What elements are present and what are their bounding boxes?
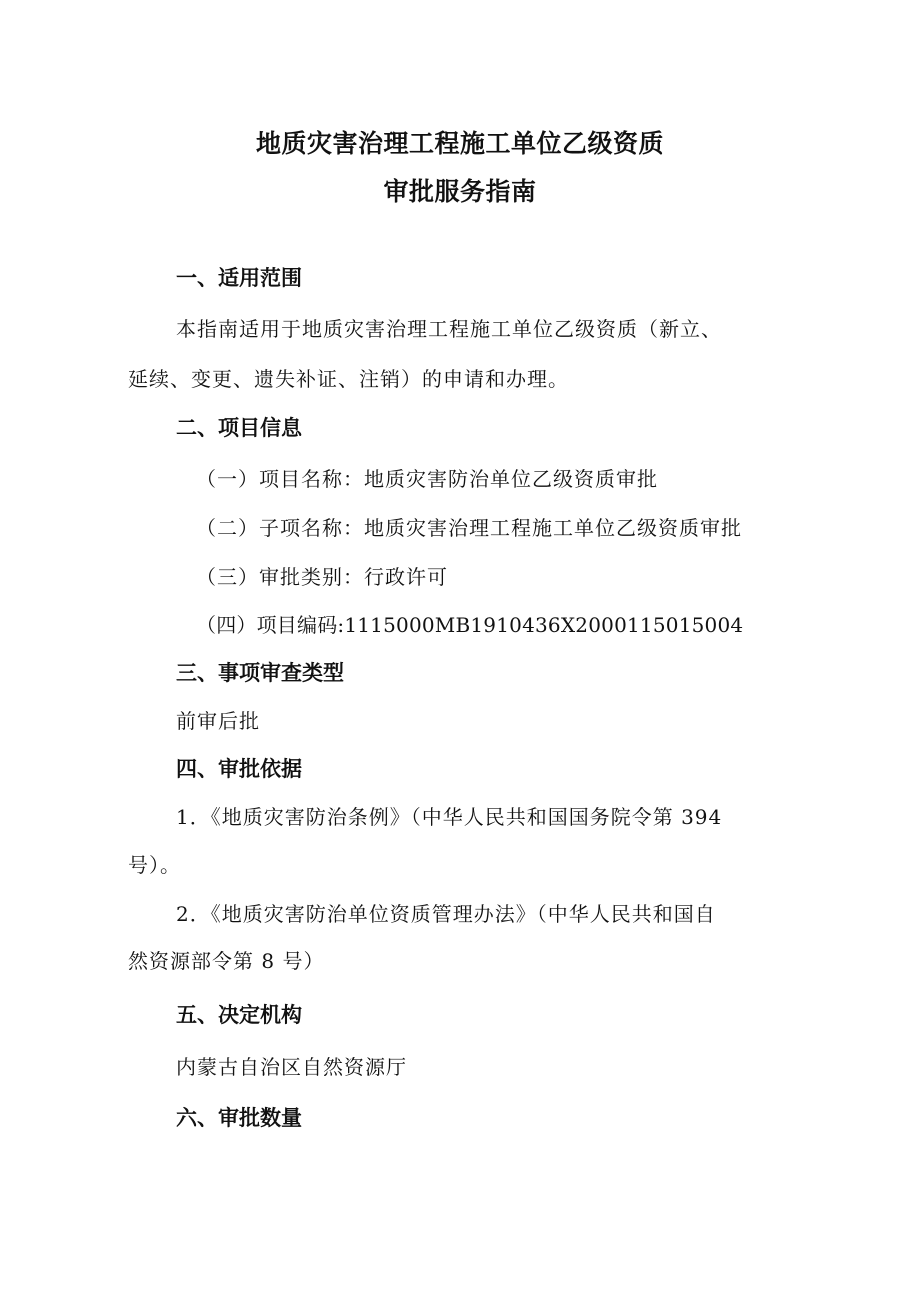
basis-item-1-line-2: 号）。	[128, 853, 181, 877]
scope-paragraph-line-1: 本指南适用于地质灾害治理工程施工单位乙级资质（新立、	[176, 317, 722, 341]
basis-item-2-line-1: 2．《地质灾害防治单位资质管理办法》（中华人民共和国自	[176, 902, 716, 926]
section-heading-basis: 四、审批依据	[176, 757, 302, 781]
section-heading-scope: 一、适用范围	[176, 266, 302, 290]
basis-item-1-line-1: 1．《地质灾害防治条例》（中华人民共和国国务院令第 394	[176, 805, 723, 829]
section-heading-authority: 五、决定机构	[176, 1003, 302, 1027]
document-title-line-1: 地质灾害治理工程施工单位乙级资质	[255, 129, 664, 158]
section-heading-project-info: 二、项目信息	[176, 416, 302, 440]
section-heading-quantity: 六、审批数量	[176, 1106, 302, 1130]
authority-text: 内蒙古自治区自然资源厅	[176, 1055, 407, 1079]
project-info-item: （二）子项名称：地质灾害治理工程施工单位乙级资质审批	[196, 516, 742, 540]
basis-item-2-line-2: 然资源部令第 8 号）	[128, 949, 325, 973]
project-info-item: （三）审批类别：行政许可	[196, 565, 448, 589]
scope-paragraph-line-2: 延续、变更、遗失补证、注销）的申请和办理。	[128, 367, 569, 391]
project-info-item: （一）项目名称：地质灾害防治单位乙级资质审批	[196, 467, 658, 491]
section-heading-review-type: 三、事项审查类型	[176, 661, 344, 685]
review-type-text: 前审后批	[176, 709, 260, 733]
document-title-line-2: 审批服务指南	[383, 177, 537, 206]
project-info-item: （四）项目编码:1115000MB1910436X2000115015004	[196, 613, 744, 637]
